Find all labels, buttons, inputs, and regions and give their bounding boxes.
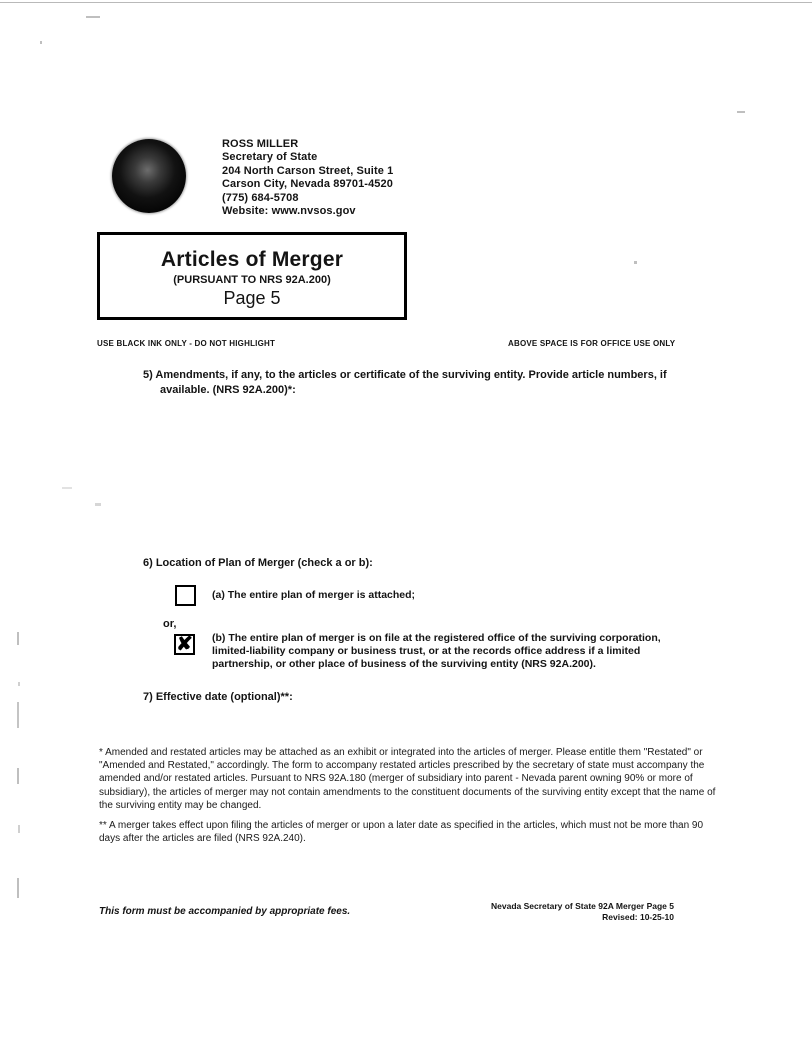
footnote-restated-articles: * Amended and restated articles may be attached as an exhibit or integrated into the articles of merger. Please entitle them "Restated" or "Amended and Restated," accordingly. The form to accompany restated articles prescribed by the secretary of state must accompany the amended and/or restated articles. Pursuant to NRS 92A.180 (merger of subsidiary into parent - Nevada parent owning 90% or more of subsidiary), the articles of merger may not contain amendments to the constituent documents of the surviving entity except that the name of the surviving entity may be changed.	[99, 747, 716, 811]
scan-artifact	[86, 16, 100, 18]
scan-artifact	[18, 825, 20, 833]
scan-artifact	[17, 768, 19, 784]
scan-artifact	[18, 682, 20, 686]
officer-title: Secretary of State	[222, 151, 318, 164]
scan-artifact	[17, 878, 19, 898]
scan-artifact	[0, 2, 812, 3]
form-statute-reference: (PURSUANT TO NRS 92A.200)	[173, 274, 331, 286]
scan-artifact	[634, 261, 637, 264]
office-use-instruction: ABOVE SPACE IS FOR OFFICE USE ONLY	[508, 339, 676, 348]
agency-letterhead	[222, 138, 393, 218]
option-a-checkbox[interactable]	[175, 585, 196, 606]
form-id-block	[400, 901, 674, 922]
option-b-checkbox[interactable]	[174, 634, 195, 655]
effective-date-section-label: 7) Effective date (optional)**:	[143, 691, 293, 703]
black-ink-instruction: USE BLACK INK ONLY - DO NOT HIGHLIGHT	[97, 339, 276, 348]
scan-artifact	[17, 702, 19, 728]
scan-artifact	[95, 503, 101, 506]
agency-website: Website: www.nvsos.gov	[222, 205, 356, 218]
form-title: Articles of Merger	[160, 248, 344, 271]
footnote-effective-date: ** A merger takes effect upon filing the articles of merger or upon a later date as specified in the articles, which must not be more than 90 days after the articles are filed (NRS 92A.240).	[99, 820, 704, 845]
nevada-state-seal	[112, 139, 186, 213]
option-a-label: (a) The entire plan of merger is attached;	[212, 589, 416, 601]
form-title-box	[97, 232, 407, 320]
x-mark-icon: ✘	[176, 634, 193, 655]
plan-location-section-label: 6) Location of Plan of Merger (check a or b):	[143, 557, 373, 569]
agency-phone: (775) 684-5708	[222, 191, 299, 204]
option-b-label: (b) The entire plan of merger is on file at the registered office of the surviving corporation, limited-liability company or business trust, or at the records office address if a limited partnership, or other place of business of the surviving entity (NRS 92A.200).	[212, 632, 661, 671]
officer-name: ROSS MILLER	[222, 138, 299, 150]
scan-artifact	[62, 487, 72, 489]
scan-artifact	[737, 111, 745, 113]
form-revision-line: Revised: 10-25-10	[602, 911, 674, 922]
fees-notice: This form must be accompanied by appropriate fees.	[99, 906, 351, 917]
form-page-number: Page 5	[223, 288, 281, 308]
agency-address-line1: 204 North Carson Street, Suite 1	[222, 164, 394, 177]
amendments-section-label: 5) Amendments, if any, to the articles or certificate of the surviving entity. Provide article numbers, if available. (NRS 92A.200)*:	[143, 369, 667, 396]
or-label: or,	[163, 618, 177, 630]
agency-address-line2: Carson City, Nevada 89701-4520	[222, 178, 393, 191]
scan-artifact	[40, 41, 42, 44]
form-id-line: Nevada Secretary of State 92A Merger Page 5	[491, 901, 674, 911]
scan-artifact	[17, 632, 19, 645]
